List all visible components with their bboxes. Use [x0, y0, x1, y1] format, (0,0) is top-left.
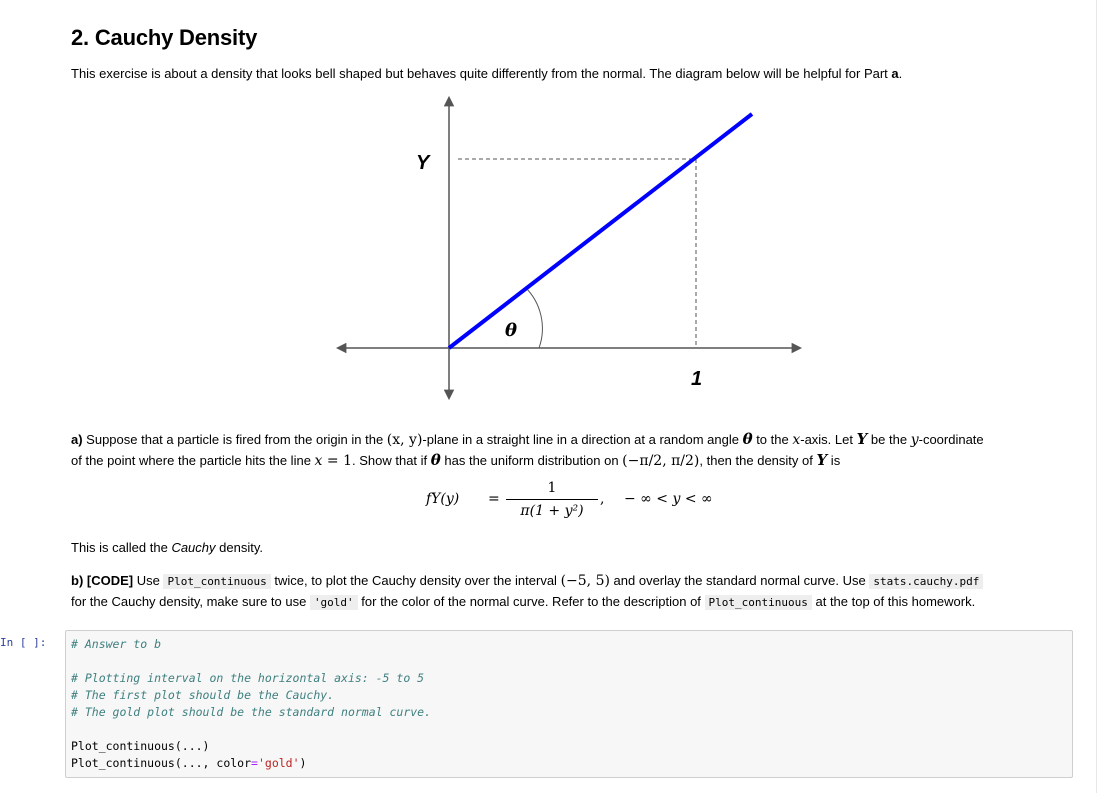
math-interval: (−π/2, π/2)	[622, 453, 700, 469]
section-title: 2. Cauchy Density	[71, 25, 258, 50]
formula-numerator: 1	[547, 480, 557, 496]
inline-code: stats.cauchy.pdf	[869, 574, 983, 589]
function-name: Plot_continuous	[71, 756, 175, 770]
math-x: x	[314, 453, 323, 469]
math-Y: Y	[816, 451, 828, 469]
formula-equals: =	[488, 491, 500, 507]
code-call-line	[71, 755, 306, 772]
y-axis-label: Y	[416, 152, 430, 174]
part-a-text: -coordinate	[918, 432, 984, 447]
part-b-text: twice, to plot the Cauchy density over the interval	[270, 573, 561, 588]
cauchy-note-text: density.	[215, 540, 263, 555]
formula-comma: ,	[600, 491, 605, 507]
formula-lhs: fY(y)	[426, 491, 460, 507]
math-xy: (x, y)	[386, 432, 423, 448]
code-cell-editor[interactable]	[65, 630, 1073, 778]
math-y: y	[910, 432, 919, 448]
cauchy-density-formula	[426, 478, 726, 526]
part-a-text: . Show that if	[352, 453, 431, 468]
part-a-paragraph	[71, 429, 984, 471]
fraction-bar	[506, 499, 598, 500]
particle-path-line	[449, 114, 752, 348]
part-a-text: has the uniform distribution on	[440, 453, 623, 468]
part-b-text: and overlay the standard normal curve. Use	[609, 573, 870, 588]
theta-label: θ	[505, 320, 518, 341]
math-x: x	[792, 432, 801, 448]
part-b-text: Use	[133, 573, 164, 588]
code-comment: # The gold plot should be the standard normal curve.	[71, 705, 432, 719]
code-comment: # Plotting interval on the horizontal axis: -5 to 5	[71, 671, 425, 685]
inline-code: 'gold'	[310, 595, 358, 610]
part-a-line-1	[71, 432, 984, 447]
formula-fraction	[506, 478, 598, 521]
part-b-line-1	[71, 573, 983, 588]
part-a-label: a)	[71, 432, 83, 447]
theta-arc	[525, 287, 542, 348]
formula-denominator: π(1 + y²)	[520, 503, 584, 519]
code-call-line	[71, 738, 209, 755]
string-literal: 'gold'	[257, 756, 300, 770]
intro-end: .	[898, 66, 903, 81]
function-args: (..., color	[174, 756, 252, 770]
math-theta: θ	[742, 430, 753, 448]
cauchy-note-text: This is called the	[71, 540, 172, 555]
formula-range: − ∞ < y < ∞	[624, 491, 713, 507]
part-b-text: for the color of the normal curve. Refer to the description of	[357, 594, 705, 609]
part-a-text: , then the density of	[699, 453, 817, 468]
part-a-line-2	[71, 450, 984, 471]
part-a-text: is	[827, 453, 841, 468]
angle-diagram	[330, 90, 810, 410]
cauchy-note-emph: Cauchy	[171, 540, 216, 555]
intro-text: This exercise is about a density that looks bell shaped but behaves quite differently from the normal. The diagram below will be helpful for Part	[71, 66, 892, 81]
math-Y: Y	[856, 430, 868, 448]
math-interval: (−5, 5)	[560, 573, 610, 589]
inline-code: Plot_continuous	[705, 595, 812, 610]
part-a-text: of the point where the particle hits the line	[71, 453, 315, 468]
one-label: 1	[691, 368, 703, 390]
intro-bold: a	[891, 66, 899, 81]
closing-paren: )	[299, 756, 307, 770]
math-theta: θ	[430, 451, 441, 469]
part-b-label: b) [CODE]	[71, 573, 134, 588]
part-b-text: at the top of this homework.	[811, 594, 976, 609]
part-b-paragraph	[71, 571, 983, 613]
function-name: Plot_continuous	[71, 739, 175, 753]
part-a-text: to the	[752, 432, 793, 447]
inline-code: Plot_continuous	[163, 574, 270, 589]
part-a-text: Suppose that a particle is fired from the origin in the	[82, 432, 387, 447]
operator: =	[251, 756, 258, 770]
code-comment: # The first plot should be the Cauchy.	[71, 688, 335, 702]
part-a-text: be the	[867, 432, 911, 447]
code-comment: # Answer to b	[71, 637, 162, 651]
cauchy-note	[71, 538, 263, 558]
part-a-text: -axis. Let	[800, 432, 857, 447]
function-args: (...)	[174, 739, 210, 753]
math-eq-one: = 1	[322, 453, 352, 469]
angle-diagram-svg	[330, 90, 810, 410]
part-a-text: -plane in a straight line in a direction at a random angle	[422, 432, 743, 447]
part-b-text: for the Cauchy density, make sure to use	[71, 594, 310, 609]
intro-paragraph	[71, 64, 902, 84]
cell-prompt: In [ ]:	[0, 636, 47, 649]
part-b-line-2	[71, 594, 975, 609]
